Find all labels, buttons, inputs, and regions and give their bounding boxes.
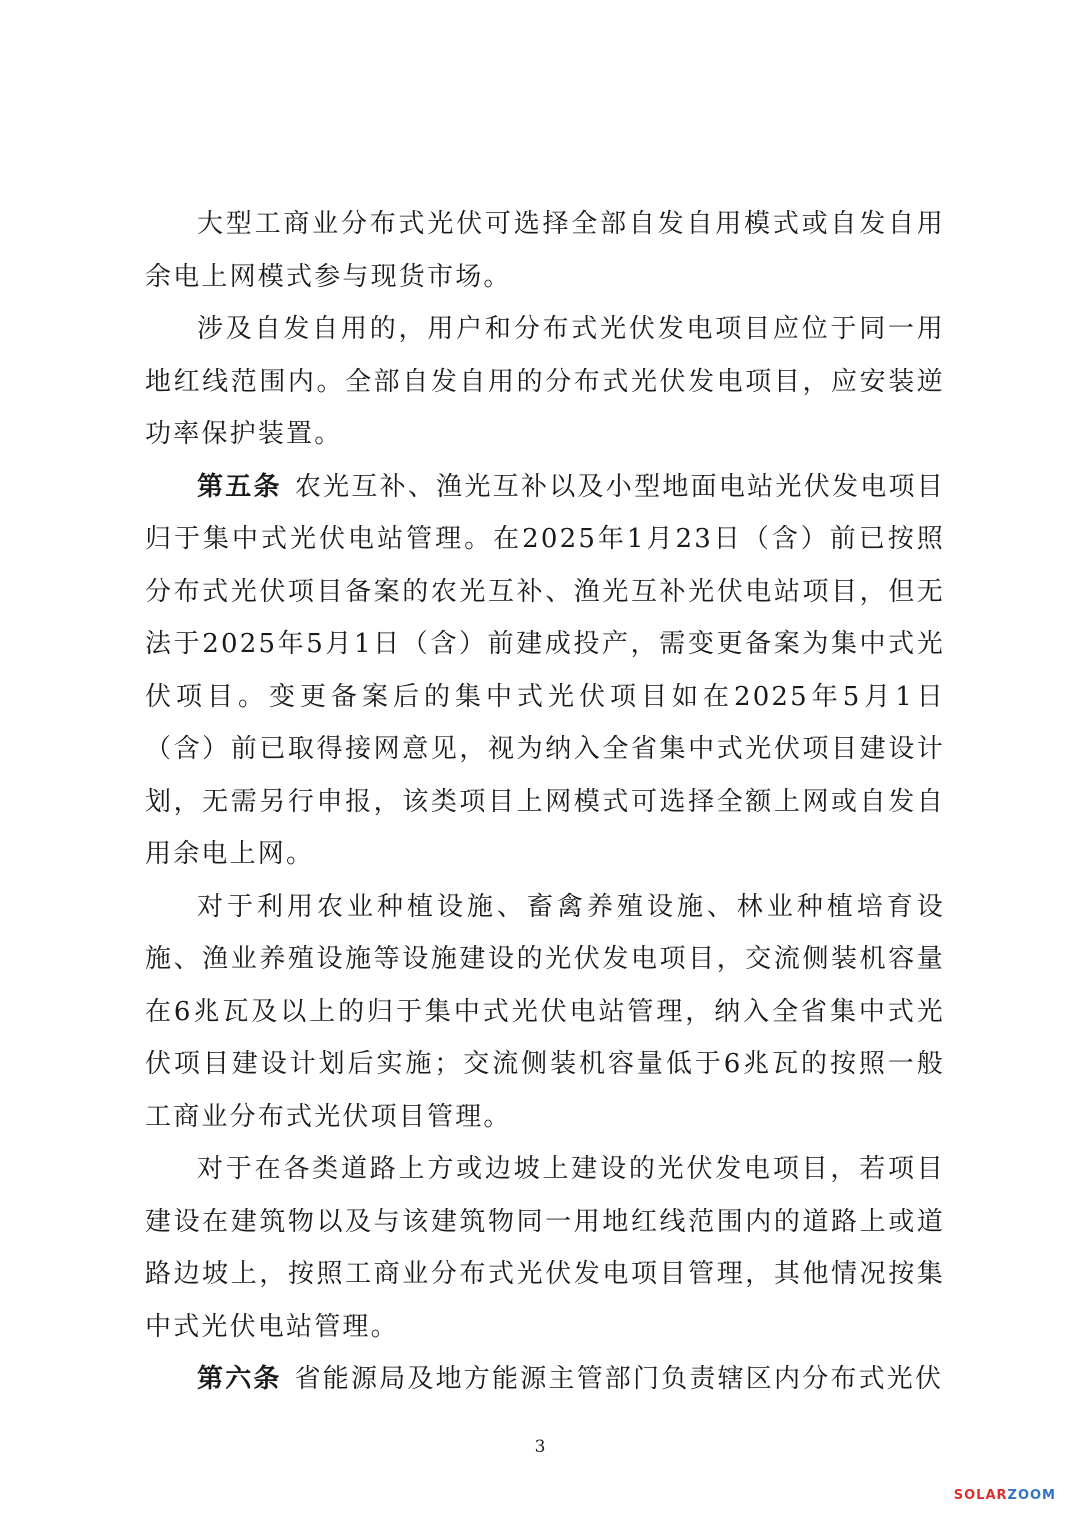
article-5-paragraph — [145, 461, 945, 881]
paragraph-4 — [145, 881, 945, 1144]
document-body — [145, 198, 945, 1406]
paragraph-4-text: 对于利用农业种植设施、畜禽养殖设施、林业种植培育设施、渔业养殖设施等设施建设的光伏发电项目，交流侧装机容量在6兆瓦及以上的归于集中式光伏电站管理，纳入全省集中式光伏项目建设计划后实施；交流侧装机容量低于6兆瓦的按照一般工商业分布式光伏项目管理。 — [145, 891, 945, 1132]
paragraph-1-text: 大型工商业分布式光伏可选择全部自发自用模式或自发自用余电上网模式参与现货市场。 — [145, 209, 945, 292]
article-5-label: 第五条 — [197, 471, 282, 502]
article-6-paragraph — [145, 1353, 945, 1406]
article-6-label: 第六条 — [197, 1364, 282, 1394]
article-5-text: 农光互补、渔光互补以及小型地面电站光伏发电项目归于集中式光伏电站管理。在2025年1月23日（含）前已按照分布式光伏项目备案的农光互补、渔光互补光伏电站项目，但无法于2025年5月1日（含）前建成投产，需变更备案为集中式光伏项目。变更备案后的集中式光伏项目如在2025年5月1日（含）前已取得接网意见，视为纳入全省集中式光伏项目建设计划，无需另行申报，该类项目上网模式可选择全额上网或自发自用余电上网。 — [145, 471, 945, 869]
watermark-zoom: ZOOM — [1007, 1488, 1056, 1503]
page-number: 3 — [534, 1437, 546, 1457]
paragraph-2-text: 涉及自发自用的，用户和分布式光伏发电项目应位于同一用地红线范围内。全部自发自用的分布式光伏发电项目，应安装逆功率保护装置。 — [145, 314, 945, 449]
article-6-text: 省能源局及地方能源主管部门负责辖区内分布式光伏 — [294, 1364, 944, 1394]
watermark-solar: SOLAR — [953, 1488, 1008, 1503]
paragraph-5-text: 对于在各类道路上方或边坡上建设的光伏发电项目，若项目建设在建筑物以及与该建筑物同一用地红线范围内的道路上或道路边坡上，按照工商业分布式光伏发电项目管理，其他情况按集中式光伏电站管理。 — [145, 1154, 945, 1342]
paragraph-1 — [145, 198, 945, 303]
paragraph-2 — [145, 303, 945, 461]
paragraph-5 — [145, 1143, 945, 1353]
solarzoom-watermark — [954, 1488, 1056, 1503]
